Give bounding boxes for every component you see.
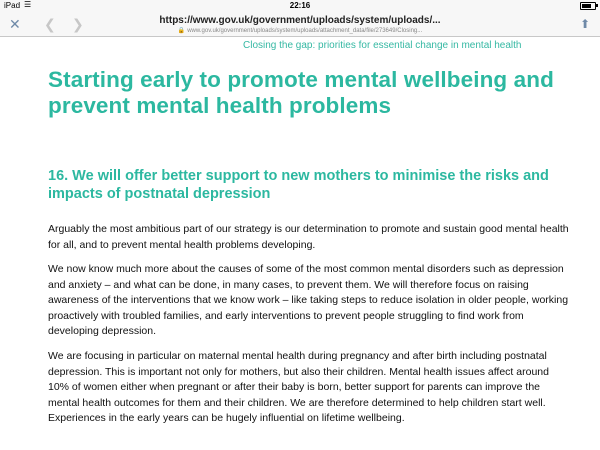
forward-icon[interactable]: ❯ xyxy=(72,16,84,32)
status-bar xyxy=(0,0,600,12)
battery-icon xyxy=(580,2,596,10)
device-label: iPad xyxy=(4,1,21,10)
running-header: Closing the gap: priorities for essential change in mental health xyxy=(243,40,522,51)
section-heading: Starting early to promote mental wellbeing and prevent mental health problems xyxy=(48,67,554,118)
url-bar[interactable] xyxy=(0,27,600,34)
lock-icon: 🔒 xyxy=(177,28,186,34)
wifi-icon: ☰ xyxy=(24,0,32,9)
page-title[interactable]: https://www.gov.uk/government/uploads/system/uploads/... xyxy=(159,15,441,26)
paragraph-2: We now know much more about the causes of some of the most common mental disorders such as depression and anxiety – and what can be done, in many cases, to prevent them. We will therefore focus on raising awareness of the interventions that we know work – like taking steps to reduce isolation in older people, working proactively with troubled families, and early interventions to prevent people struggling to find work from developing depression. xyxy=(48,263,569,338)
clock: 22:16 xyxy=(289,1,311,10)
share-icon[interactable]: ⬆ xyxy=(579,17,590,31)
subsection-heading: 16. We will offer better support to new mothers to minimise the risks and impacts of postnatal depression xyxy=(48,168,549,202)
close-icon[interactable]: ✕ xyxy=(9,16,21,32)
document-page[interactable] xyxy=(0,37,600,450)
browser-toolbar xyxy=(0,12,600,37)
back-icon[interactable]: ❮ xyxy=(44,16,56,32)
paragraph-3: We are focusing in particular on maternal mental health during pregnancy and after birth including postnatal depression. This is important not only for mothers, but also their children. Mental health issues affect around 10% of women either when pregnant or after their baby is born, better support for parents can improve the mental health outcomes for them and their children. We are therefore determined to help children start well. Experiences in the early years can be hugely influential on lifetime wellbeing. xyxy=(48,350,549,425)
paragraph-1: Arguably the most ambitious part of our strategy is our determination to promote and sustain good mental health for all, and to prevent mental health problems developing. xyxy=(48,223,569,251)
url-text: www.gov.uk/government/uploads/system/uploads/attachment_data/file/273649/Closing... xyxy=(187,28,423,34)
